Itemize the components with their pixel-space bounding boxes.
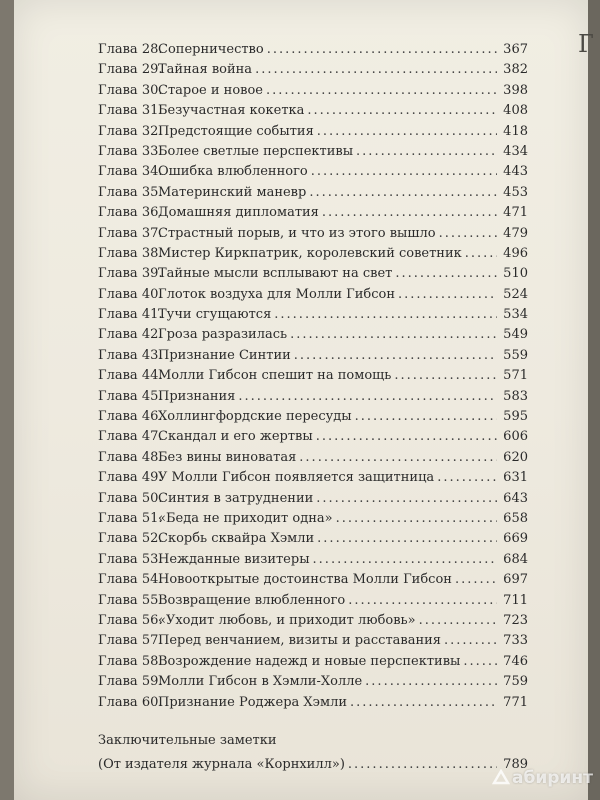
toc-row xyxy=(98,468,528,488)
chapter-title: Скандал и его жертвы xyxy=(158,429,313,445)
dot-leader xyxy=(444,631,497,651)
toc-row xyxy=(98,611,528,631)
toc-row xyxy=(98,672,528,692)
page-edge xyxy=(588,0,600,800)
chapter-title: Более светлые перспективы xyxy=(158,143,354,159)
toc-row xyxy=(98,325,528,345)
chapter-number: Глава 32. xyxy=(98,123,163,139)
page-number: 559 xyxy=(503,347,528,363)
chapter-number: Глава 46. xyxy=(98,409,163,425)
page-number: 759 xyxy=(503,674,528,690)
chapter-number: Глава 43. xyxy=(98,347,163,363)
dot-leader xyxy=(255,60,497,80)
dot-leader xyxy=(356,142,497,162)
labirint-logo-icon xyxy=(492,769,510,785)
chapter-title: Молли Гибсон спешит на помощь xyxy=(158,368,392,384)
dot-leader xyxy=(463,652,497,672)
chapter-title: «Уходит любовь, и приходит любовь» xyxy=(158,612,416,628)
chapter-title: Молли Гибсон в Хэмли-Холле xyxy=(158,674,363,690)
dot-leader xyxy=(307,101,497,121)
dot-leader xyxy=(365,672,497,692)
dot-leader xyxy=(316,489,497,509)
dot-leader xyxy=(309,183,497,203)
chapter-number: Глава 51. xyxy=(98,510,163,526)
page-number: 367 xyxy=(503,42,528,57)
chapter-number: Глава 47. xyxy=(98,429,163,445)
dot-leader xyxy=(437,468,497,488)
toc-row xyxy=(98,346,528,366)
toc-row xyxy=(98,224,528,244)
chapter-number: Глава 29. xyxy=(98,62,163,78)
dot-leader xyxy=(317,122,497,142)
toc-row xyxy=(98,40,528,60)
chapter-number: Глава 28. xyxy=(98,42,163,57)
chapter-title: Перед венчанием, визиты и расставания xyxy=(158,633,441,649)
chapter-number: Глава 58. xyxy=(98,653,163,669)
dot-leader xyxy=(355,407,497,427)
page-number: 746 xyxy=(503,653,528,669)
next-page-letter: Г xyxy=(578,30,594,58)
toc-row xyxy=(98,448,528,468)
toc-row xyxy=(98,244,528,264)
dot-leader xyxy=(395,264,497,284)
page-number: 510 xyxy=(503,266,528,282)
chapter-title: Гроза разразилась xyxy=(158,327,288,343)
dot-leader xyxy=(350,693,497,713)
chapter-title: Соперничество xyxy=(158,42,264,57)
page-number: 669 xyxy=(503,531,528,547)
toc-row xyxy=(98,693,528,713)
page-number: 534 xyxy=(503,307,528,323)
page-number: 418 xyxy=(503,123,528,139)
toc-row xyxy=(98,509,528,529)
dot-leader xyxy=(419,611,497,631)
toc-row xyxy=(98,529,528,549)
chapter-list xyxy=(98,40,528,713)
dot-leader xyxy=(290,325,497,345)
chapter-number: Глава 55. xyxy=(98,592,163,608)
chapter-number: Глава 56. xyxy=(98,612,163,628)
page-number: 453 xyxy=(503,184,528,200)
closing-notes-heading: Заключительные заметки xyxy=(98,732,277,748)
page-number: 496 xyxy=(503,245,528,261)
labirint-watermark xyxy=(492,768,593,788)
chapter-number: Глава 45. xyxy=(98,388,163,404)
chapter-number: Глава 48. xyxy=(98,449,163,465)
page-number: 571 xyxy=(503,368,528,384)
toc-row xyxy=(98,652,528,672)
chapter-title: Предстоящие события xyxy=(158,123,314,139)
dot-leader xyxy=(317,529,497,549)
toc-row xyxy=(98,60,528,80)
page-number: 606 xyxy=(503,429,528,445)
chapter-title: Признания xyxy=(158,388,236,404)
chapter-title: Возвращение влюбленного xyxy=(158,592,346,608)
chapter-number: Глава 49. xyxy=(98,470,163,486)
chapter-title: Тучи сгущаются xyxy=(158,307,272,323)
dot-leader xyxy=(348,591,497,611)
toc-row xyxy=(98,101,528,121)
table-of-contents xyxy=(98,40,528,777)
toc-row xyxy=(98,162,528,182)
dot-leader xyxy=(267,40,497,60)
chapter-number: Глава 50. xyxy=(98,490,163,506)
chapter-title: Нежданные визитеры xyxy=(158,551,310,567)
chapter-number: Глава 44. xyxy=(98,368,163,384)
chapter-number: Глава 34. xyxy=(98,164,163,180)
toc-row xyxy=(98,550,528,570)
chapter-number: Глава 30. xyxy=(98,82,163,98)
chapter-number: Глава 36. xyxy=(98,205,163,221)
chapter-number: Глава 38. xyxy=(98,245,163,261)
page-number: 398 xyxy=(503,82,528,98)
page-number: 471 xyxy=(503,205,528,221)
chapter-title: Глоток воздуха для Молли Гибсон xyxy=(158,286,395,302)
chapter-number: Глава 42. xyxy=(98,327,163,343)
chapter-title: Домашняя дипломатия xyxy=(158,205,319,221)
chapter-number: Глава 35. xyxy=(98,184,163,200)
chapter-number: Глава 39. xyxy=(98,266,163,282)
chapter-title: Тайные мысли всплывают на свет xyxy=(158,266,393,282)
page-number: 697 xyxy=(503,572,528,588)
dot-leader xyxy=(294,346,497,366)
chapter-title: Материнский маневр xyxy=(158,184,307,200)
chapter-title: Новооткрытые достоинства Молли Гибсон xyxy=(158,572,452,588)
toc-row xyxy=(98,407,528,427)
dot-leader xyxy=(274,305,497,325)
page-number: 723 xyxy=(503,612,528,628)
toc-row xyxy=(98,366,528,386)
toc-row xyxy=(98,489,528,509)
page-number: 631 xyxy=(503,470,528,486)
chapter-title: Тайная война xyxy=(158,62,253,78)
chapter-title: Старое и новое xyxy=(158,82,263,98)
page-number: 524 xyxy=(503,286,528,302)
dot-leader xyxy=(299,448,497,468)
chapter-title: Признание Роджера Хэмли xyxy=(158,694,347,710)
page-number: 733 xyxy=(503,633,528,649)
chapter-title: Холлингфордские пересуды xyxy=(158,409,352,425)
toc-row xyxy=(98,203,528,223)
chapter-number: Глава 33. xyxy=(98,143,163,159)
dot-leader xyxy=(316,427,497,447)
chapter-title: Скорбь сквайра Хэмли xyxy=(158,531,315,547)
toc-row xyxy=(98,305,528,325)
chapter-title: Ошибка влюбленного xyxy=(158,164,308,180)
page-number: 684 xyxy=(503,551,528,567)
dot-leader xyxy=(266,81,497,101)
closing-notes-subtitle: (От издателя журнала «Корнхилл») xyxy=(98,756,345,772)
toc-row xyxy=(98,183,528,203)
chapter-number: Глава 31. xyxy=(98,103,163,119)
dot-leader xyxy=(439,224,497,244)
dot-leader xyxy=(455,570,497,590)
page-number: 382 xyxy=(503,62,528,78)
page-number: 479 xyxy=(503,225,528,241)
page-number: 408 xyxy=(503,103,528,119)
chapter-number: Глава 37. xyxy=(98,225,163,241)
page-number: 583 xyxy=(503,388,528,404)
chapter-title: Безучастная кокетка xyxy=(158,103,305,119)
watermark-text: абиринт xyxy=(512,768,593,788)
toc-row xyxy=(98,285,528,305)
chapter-title: Без вины виноватая xyxy=(158,449,297,465)
toc-row xyxy=(98,387,528,407)
page-number: 434 xyxy=(503,143,528,159)
chapter-number: Глава 40. xyxy=(98,286,163,302)
toc-row xyxy=(98,591,528,611)
closing-notes-heading-row xyxy=(98,729,528,753)
toc-row xyxy=(98,81,528,101)
toc-row xyxy=(98,264,528,284)
page-number: 711 xyxy=(503,592,528,608)
chapter-title: Признание Синтии xyxy=(158,347,291,363)
closing-notes-page-number: 789 xyxy=(503,756,528,772)
closing-notes-subtitle-row xyxy=(98,753,528,777)
dot-leader xyxy=(398,285,497,305)
page-number: 549 xyxy=(503,327,528,343)
dot-leader xyxy=(311,162,497,182)
dot-leader xyxy=(394,366,497,386)
dot-leader xyxy=(336,509,497,529)
chapter-title: Синтия в затруднении xyxy=(158,490,314,506)
chapter-number: Глава 41. xyxy=(98,307,163,323)
chapter-number: Глава 59. xyxy=(98,674,163,690)
chapter-title: Мистер Киркпатрик, королевский советник xyxy=(158,245,462,261)
dot-leader xyxy=(238,387,497,407)
chapter-number: Глава 54. xyxy=(98,572,163,588)
toc-row xyxy=(98,631,528,651)
toc-row xyxy=(98,427,528,447)
chapter-title: «Беда не приходит одна» xyxy=(158,510,333,526)
dot-leader xyxy=(313,550,497,570)
page-number: 771 xyxy=(503,694,528,710)
chapter-title: Страстный порыв, и что из этого вышло xyxy=(158,225,436,241)
dot-leader xyxy=(348,753,497,777)
page-number: 643 xyxy=(503,490,528,506)
chapter-number: Глава 53. xyxy=(98,551,163,567)
chapter-title: Возрождение надежд и новые перспективы xyxy=(158,653,461,669)
toc-row xyxy=(98,142,528,162)
page-number: 595 xyxy=(503,409,528,425)
toc-row xyxy=(98,570,528,590)
page-number: 620 xyxy=(503,449,528,465)
dot-leader xyxy=(465,244,497,264)
chapter-number: Глава 60. xyxy=(98,694,163,710)
chapter-number: Глава 52. xyxy=(98,531,163,547)
dot-leader xyxy=(322,203,497,223)
chapter-number: Глава 57. xyxy=(98,633,163,649)
page-number: 658 xyxy=(503,510,528,526)
closing-notes-entry xyxy=(98,729,528,777)
chapter-title: У Молли Гибсон появляется защитница xyxy=(158,470,435,486)
toc-row xyxy=(98,122,528,142)
page-number: 443 xyxy=(503,164,528,180)
